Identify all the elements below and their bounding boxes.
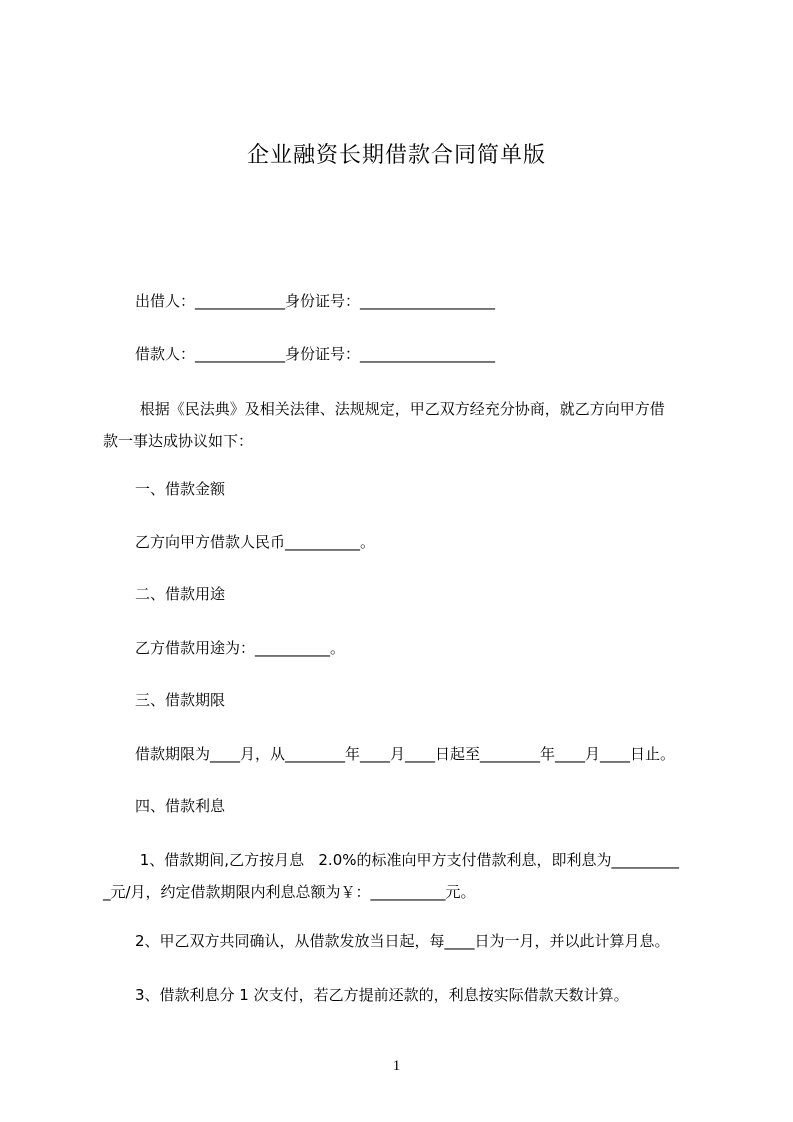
preamble-paragraph: [103, 398, 703, 452]
section-term-text: 借款期限为____月，从________年____月____日起至________年____月____日止。: [135, 745, 676, 763]
section-term-heading: 三、借款期限: [135, 691, 226, 709]
interest-item-1-line-2: _元/月，约定借款期限内利息总额为￥：__________元。: [103, 883, 476, 901]
section-purpose-heading: 二、借款用途: [135, 585, 226, 603]
section-amount-heading: 一、借款金额: [135, 480, 226, 498]
preamble-line-2: 款一事达成协议如下：: [103, 432, 254, 450]
lender-line: 出借人：____________身份证号：__________________: [135, 292, 496, 310]
page-number: 1: [392, 1058, 401, 1074]
borrower-line: 借款人：____________身份证号：__________________: [135, 345, 496, 363]
interest-item-2: 2、甲乙双方共同确认，从借款发放当日起，每____日为一月，并以此计算月息。: [135, 932, 670, 950]
section-purpose-text: 乙方借款用途为：__________。: [135, 639, 346, 657]
interest-item-1: [103, 849, 703, 903]
document-title: 企业融资长期借款合同简单版: [246, 143, 546, 168]
interest-item-3: 3、借款利息分 1 次支付，若乙方提前还款的，利息按实际借款天数计算。: [135, 986, 629, 1004]
interest-item-1-line-1: 1、借款期间,乙方按月息 2.0%的标准向甲方支付借款利息，即利息为_________: [135, 851, 679, 869]
section-amount-text: 乙方向甲方借款人民币__________。: [135, 533, 376, 551]
preamble-line-1: 根据《民法典》及相关法律、法规规定，甲乙双方经充分协商，就乙方向甲方借: [135, 400, 665, 418]
section-interest-heading: 四、借款利息: [135, 797, 226, 815]
